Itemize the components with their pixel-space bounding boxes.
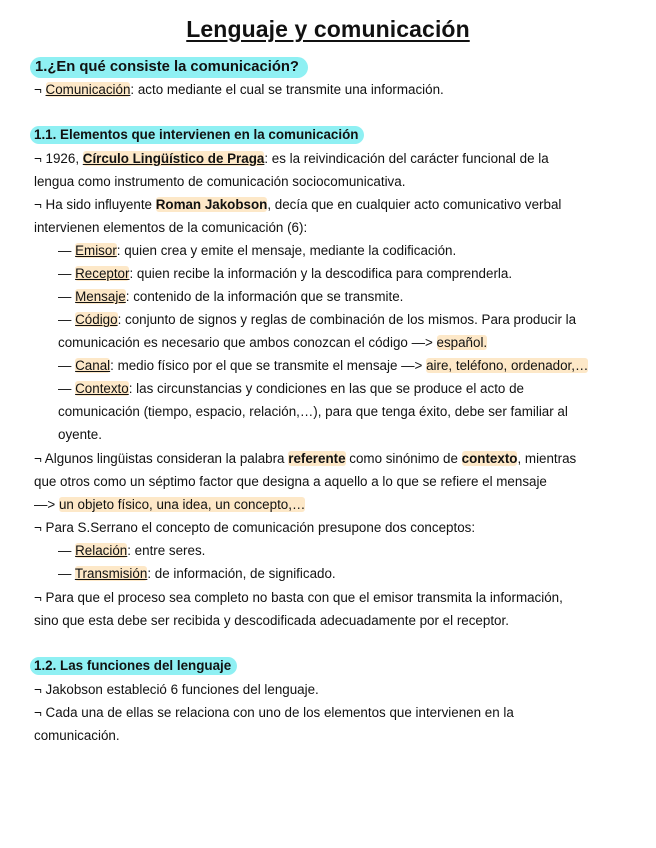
paragraph-proceso-line-2: sino que esta debe ser recibida y descodificada adecuadamente por el receptor. [34, 613, 509, 628]
highlight-referente-examples: un objeto físico, una idea, un concepto,… [58, 497, 306, 512]
element-receptor: — Receptor: quien recibe la información y la descodifica para comprenderla. [58, 266, 513, 281]
term-receptor: Receptor [75, 266, 130, 281]
term-comunicacion: Comunicación [45, 82, 131, 97]
element-canal: — Canal: medio físico por el que se transmite el mensaje —> aire, teléfono, ordenador,… [58, 358, 589, 373]
definition-comunicacion: ¬ Comunicación: acto mediante el cual se transmite una información. [34, 82, 444, 97]
term-emisor: Emisor [75, 243, 117, 258]
section-1 [34, 58, 308, 76]
concept-transmision: — Transmisión: de información, de significado. [58, 566, 336, 581]
paragraph-funciones-2-line-2: comunicación. [34, 728, 120, 743]
section-1-1-heading: 1.1. Elementos que intervienen en la comunicación [30, 126, 364, 144]
paragraph-praga-line-2: lengua como instrumento de comunicación sociocomunicativa. [34, 174, 406, 189]
paragraph-funciones-1: ¬ Jakobson estableció 6 funciones del lenguaje. [34, 682, 319, 697]
term-codigo: Código [75, 312, 118, 327]
element-contexto-line-1: — Contexto: las circunstancias y condiciones en las que se produce el acto de [58, 381, 524, 396]
element-codigo-line-1: — Código: conjunto de signos y reglas de combinación de los mismos. Para producir la [58, 312, 577, 327]
term-contexto: Contexto [75, 381, 129, 396]
section-1-2 [34, 657, 237, 675]
section-1-heading: 1.¿En qué consiste la comunicación? [30, 57, 308, 78]
paragraph-proceso-line-1: ¬ Para que el proceso sea completo no basta con que el emisor transmita la información, [34, 590, 563, 605]
paragraph-referente-line-1: ¬ Algunos lingüistas consideran la palabra referente como sinónimo de contexto, mientras [34, 451, 577, 466]
paragraph-jakobson-line-1: ¬ Ha sido influyente Roman Jakobson, decía que en cualquier acto comunicativo verbal [34, 197, 562, 212]
paragraph-funciones-2-line-1: ¬ Cada una de ellas se relaciona con uno de los elementos que intervienen en la [34, 705, 514, 720]
concept-relacion: — Relación: entre seres. [58, 543, 206, 558]
element-codigo-line-2: comunicación es necesario que ambos conozcan el código —> español. [58, 335, 488, 350]
term-canal: Canal [75, 358, 111, 373]
element-emisor: — Emisor: quien crea y emite el mensaje, mediante la codificación. [58, 243, 457, 258]
term-roman-jakobson: Roman Jakobson [155, 197, 268, 212]
term-transmision: Transmisión [74, 566, 148, 581]
term-circulo-praga: Círculo Lingüístico de Praga [82, 151, 265, 166]
paragraph-serrano: ¬ Para S.Serrano el concepto de comunicación presupone dos conceptos: [34, 520, 476, 535]
highlight-espanol: español. [436, 335, 488, 350]
element-contexto-line-2: comunicación (tiempo, espacio, relación,…), para que tenga éxito, debe ser familiar al [58, 404, 568, 419]
highlight-canal-examples: aire, teléfono, ordenador,… [426, 358, 589, 373]
element-contexto-line-3: oyente. [58, 427, 102, 442]
section-1-2-heading: 1.2. Las funciones del lenguaje [30, 657, 237, 675]
term-contexto-2: contexto [461, 451, 518, 466]
term-mensaje: Mensaje [75, 289, 126, 304]
section-1-1 [34, 126, 364, 144]
paragraph-referente-line-2: que otros como un séptimo factor que designa a aquello a lo que se refiere el mensaje [34, 474, 547, 489]
paragraph-praga-line-1: ¬ 1926, Círculo Lingüístico de Praga: es la reivindicación del carácter funcional de la [34, 151, 549, 166]
term-relacion: Relación [75, 543, 128, 558]
page-title: Lenguaje y comunicación [186, 16, 470, 42]
paragraph-jakobson-line-2: intervienen elementos de la comunicación (6): [34, 220, 308, 235]
element-mensaje: — Mensaje: contenido de la información que se transmite. [58, 289, 404, 304]
term-referente: referente [288, 451, 346, 466]
paragraph-referente-line-3: —> un objeto físico, una idea, un concepto,… [34, 497, 306, 512]
